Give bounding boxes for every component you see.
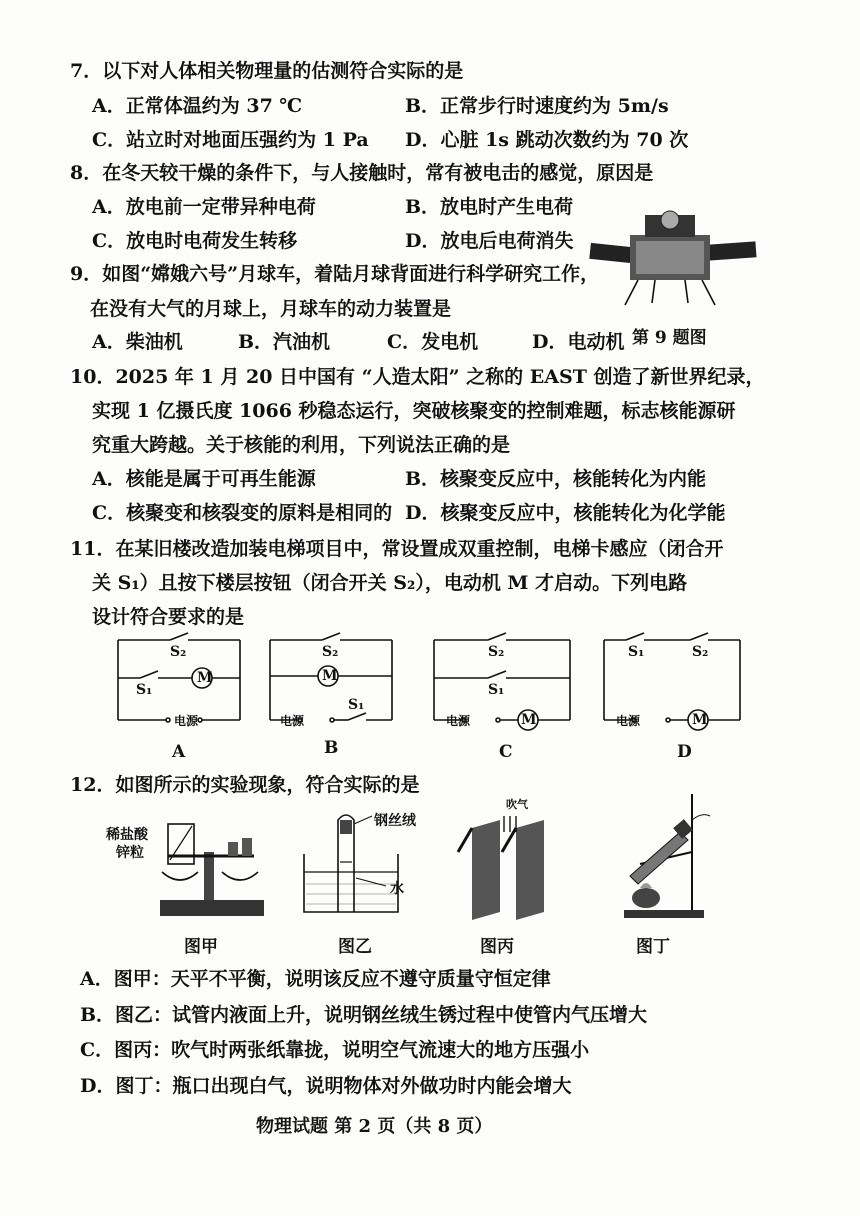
circuit-d-source-label: 电源	[616, 714, 641, 728]
q9-stem-line2: 在没有大气的月球上，月球车的动力装置是	[90, 298, 452, 320]
circuit-d-caption: D	[677, 742, 692, 762]
q7-option-c: C．站立时对地面压强约为 1 Pa	[92, 129, 369, 151]
q7-option-b: B．正常步行时速度约为 5m/s	[405, 95, 669, 117]
balance-figure	[150, 812, 270, 924]
q12-stem: 12．如图所示的实验现象，符合实际的是	[70, 774, 420, 796]
q7-stem: 7．以下对人体相关物理量的估测符合实际的是	[70, 60, 464, 82]
water-label: 水	[390, 881, 404, 897]
q9-figure-caption: 第 9 题图	[632, 328, 707, 348]
q12-option-c: C．图丙：吹气时两张纸靠拢，说明空气流速大的地方压强小	[80, 1039, 590, 1061]
q10-stem-line2: 实现 1 亿摄氏度 1066 秒稳态运行，突破核聚变的控制难题，标志核能源研	[92, 400, 736, 422]
q10-option-d: D．核聚变反应中，核能转化为化学能	[405, 502, 726, 524]
circuit-d-s2-label: S₂	[692, 644, 709, 660]
circuit-a-caption: A	[172, 742, 186, 762]
steel-wool-label: 钢丝绒	[374, 813, 416, 829]
q11-stem-line1: 11．在某旧楼改造加装电梯项目中，常设置成双重控制，电梯卡感应（闭合开	[70, 538, 724, 560]
circuit-a-s2-label: S₂	[170, 644, 187, 660]
q9-option-b: B．汽油机	[238, 331, 331, 353]
q9-option-a: A．柴油机	[92, 331, 183, 353]
q10-stem-line3: 究重大跨越。关于核能的利用，下列说法正确的是	[92, 434, 511, 456]
zinc-label: 锌粒	[116, 845, 144, 861]
fig-yi-caption: 图乙	[338, 937, 372, 957]
circuit-c-s1-label: S₁	[488, 682, 505, 698]
q8-option-d: D．放电后电荷消失	[405, 230, 574, 252]
q9-option-c: C．发电机	[387, 331, 479, 353]
acid-label: 稀盐酸	[106, 827, 148, 843]
q10-option-c: C．核聚变和核裂变的原料是相同的	[92, 502, 393, 524]
fig-bing-caption: 图丙	[480, 937, 514, 957]
circuit-d	[604, 636, 742, 724]
circuit-b-s1-label: S₁	[348, 697, 365, 713]
q8-stem: 8．在冬天较干燥的条件下，与人接触时，常有被电击的感觉，原因是	[70, 162, 654, 184]
circuit-b-motor-label: M	[322, 668, 338, 684]
fig-jia-caption: 图甲	[184, 937, 218, 957]
q12-option-d: D．图丁：瓶口出现白气，说明物体对外做功时内能会增大	[80, 1075, 572, 1097]
q12-option-b: B．图乙：试管内液面上升，说明钢丝绒生锈过程中使管内气压增大	[80, 1004, 648, 1026]
circuit-b-source-label: 电源	[280, 714, 305, 728]
page-footer: 物理试题 第 2 页（共 8 页）	[256, 1116, 493, 1137]
q7-option-a: A．正常体温约为 37 ℃	[92, 95, 303, 117]
paper-figure	[458, 812, 564, 918]
q11-stem-line3: 设计符合要求的是	[92, 606, 245, 628]
q8-option-a: A．放电前一定带异种电荷	[92, 196, 316, 218]
q10-option-a: A．核能是属于可再生能源	[92, 468, 316, 490]
q12-option-a: A．图甲：天平不平衡，说明该反应不遵守质量守恒定律	[80, 968, 551, 990]
q7-option-d: D．心脏 1s 跳动次数约为 70 次	[405, 129, 689, 151]
heating-figure	[610, 792, 720, 920]
circuit-b-caption: B	[324, 738, 339, 758]
blow-label: 吹气	[506, 798, 528, 811]
q8-option-c: C．放电时电荷发生转移	[92, 230, 298, 252]
circuit-c-motor-label: M	[521, 712, 537, 728]
q8-option-b: B．放电时产生电荷	[405, 196, 574, 218]
circuit-a-s1-label: S₁	[136, 682, 153, 698]
circuit-a-source-label: 电源	[174, 714, 199, 728]
q10-stem-line1: 10．2025 年 1 月 20 日中国有 “人造太阳” 之称的 EAST 创造了新世界纪录，	[70, 366, 765, 388]
q9-option-d: D．电动机	[532, 331, 625, 353]
fig-ding-caption: 图丁	[636, 937, 670, 957]
circuit-c-caption: C	[499, 742, 513, 762]
circuit-c-source-label: 电源	[446, 714, 471, 728]
lunar-rover-figure	[590, 205, 760, 315]
circuit-d-motor-label: M	[692, 712, 708, 728]
q10-option-b: B．核聚变反应中，核能转化为内能	[405, 468, 707, 490]
q11-stem-line2: 关 S₁）且按下楼层按钮（闭合开关 S₂），电动机 M 才启动。下列电路	[92, 572, 688, 594]
circuit-a-motor-label: M	[197, 670, 213, 686]
circuit-b-s2-label: S₂	[322, 644, 339, 660]
q9-stem-line1: 9．如图“嫦娥六号”月球车，着陆月球背面进行科学研究工作，	[70, 263, 600, 285]
circuit-c-s2-label: S₂	[488, 644, 505, 660]
circuit-d-s1-label: S₁	[628, 644, 645, 660]
